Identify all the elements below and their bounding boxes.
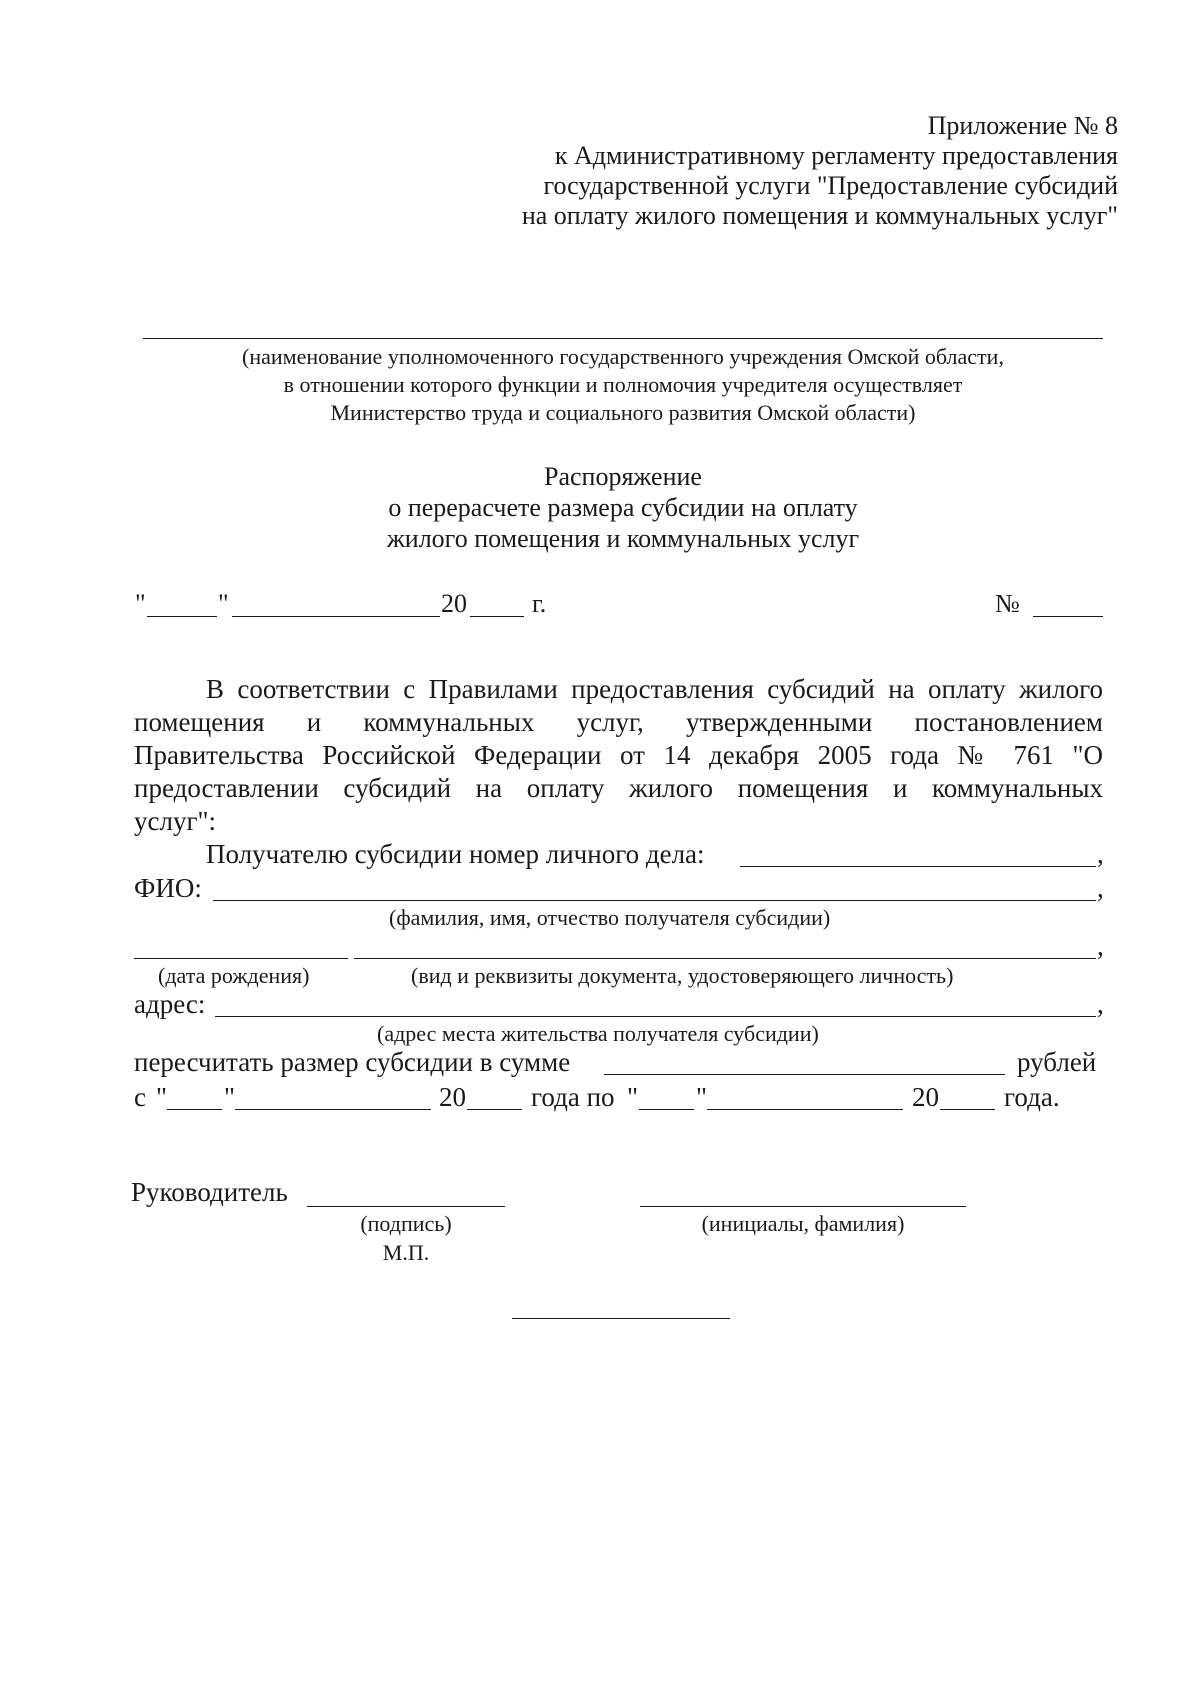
amount-unit: рублей bbox=[1017, 1047, 1097, 1077]
date-quote-open: " bbox=[135, 589, 146, 618]
birth-date-field[interactable] bbox=[134, 958, 348, 959]
birth-date-caption: (дата рождения) bbox=[158, 963, 310, 988]
date-month-field[interactable] bbox=[232, 616, 440, 617]
period-to-quote-close: " bbox=[696, 1082, 708, 1112]
initials-surname-caption: (инициалы, фамилия) bbox=[701, 1211, 905, 1236]
body-line-5: услуг": bbox=[134, 806, 217, 836]
period-to-quote-open: " bbox=[627, 1082, 639, 1112]
amount-label: пересчитать размер субсидии в сумме bbox=[134, 1047, 571, 1077]
period-to-month-field[interactable] bbox=[707, 1109, 903, 1110]
case-comma: , bbox=[1097, 839, 1104, 869]
document-subtitle-line-2: жилого помещения и коммунальных услуг bbox=[386, 524, 860, 553]
fio-caption: (фамилия, имя, отчество получателя субсидии) bbox=[389, 905, 831, 930]
stamp-placeholder: М.П. bbox=[382, 1240, 430, 1265]
body-line-4: предоставлении субсидий на оплату жилого помещения и коммунальных bbox=[134, 773, 1103, 803]
address-label: адрес: bbox=[134, 989, 206, 1019]
initials-surname-field[interactable] bbox=[640, 1206, 966, 1207]
address-comma: , bbox=[1097, 989, 1104, 1019]
header-line-2: к Административному регламенту предоставления bbox=[554, 141, 1118, 170]
period-from-month-field[interactable] bbox=[235, 1109, 431, 1110]
period-from-label: с bbox=[134, 1082, 146, 1112]
period-from-year-prefix: 20 bbox=[439, 1082, 466, 1112]
address-caption: (адрес места жительства получателя субсидии) bbox=[377, 1021, 819, 1046]
fio-field[interactable] bbox=[213, 900, 1096, 901]
org-caption-line-1: (наименование уполномоченного государственного учреждения Омской области, bbox=[242, 344, 1004, 369]
body-line-1: В соответствии с Правилами предоставления субсидий на оплату жилого bbox=[206, 674, 1103, 704]
date-year-prefix: 20 bbox=[441, 589, 467, 618]
org-caption-line-2: в отношении которого функции и полномочия учредителя осуществляет bbox=[283, 372, 963, 397]
period-end-label: года. bbox=[1004, 1082, 1060, 1112]
fio-label: ФИО: bbox=[134, 873, 202, 903]
case-number-field[interactable] bbox=[740, 866, 1096, 867]
period-from-day-field[interactable] bbox=[167, 1109, 222, 1110]
body-line-2: помещения и коммунальных услуг, утвержденными постановлением bbox=[134, 707, 1103, 737]
date-year-suffix: г. bbox=[532, 589, 547, 618]
address-field[interactable] bbox=[215, 1016, 1096, 1017]
appendix-number: Приложение № 8 bbox=[927, 111, 1118, 140]
date-day-field[interactable] bbox=[147, 616, 217, 617]
body-line-3: Правительства Российской Федерации от 14 декабря 2005 года № 761 "О bbox=[134, 740, 1103, 770]
date-quote-close: " bbox=[218, 589, 229, 618]
period-from-quote-open: " bbox=[156, 1082, 168, 1112]
header-line-4: на оплату жилого помещения и коммунальных услуг" bbox=[521, 201, 1118, 230]
closing-separator bbox=[512, 1318, 730, 1319]
identity-document-field[interactable] bbox=[354, 958, 1096, 959]
org-name-field[interactable] bbox=[143, 338, 1103, 339]
signature-caption: (подпись) bbox=[360, 1211, 452, 1236]
number-sign: № bbox=[995, 589, 1020, 618]
date-year-field[interactable] bbox=[470, 616, 524, 617]
period-to-year-prefix: 20 bbox=[912, 1082, 939, 1112]
document-subtitle-line-1: о перерасчете размера субсидии на оплату bbox=[388, 493, 858, 522]
period-to-label: года по bbox=[531, 1082, 615, 1112]
identity-document-caption: (вид и реквизиты документа, удостоверяющего личность) bbox=[411, 963, 954, 988]
amount-field[interactable] bbox=[604, 1074, 1005, 1075]
period-from-year-field[interactable] bbox=[467, 1109, 522, 1110]
document-title: Распоряжение bbox=[544, 462, 702, 491]
fio-comma: , bbox=[1097, 873, 1104, 903]
header-line-3: государственной услуги "Предоставление субсидий bbox=[543, 171, 1118, 200]
signature-field[interactable] bbox=[307, 1206, 505, 1207]
head-label: Руководитель bbox=[131, 1177, 288, 1207]
period-to-day-field[interactable] bbox=[639, 1109, 694, 1110]
org-caption-line-3: Министерство труда и социального развития Омской области) bbox=[330, 400, 916, 425]
document-number-field[interactable] bbox=[1033, 616, 1103, 617]
document-comma: , bbox=[1097, 931, 1104, 961]
case-number-label: Получателю субсидии номер личного дела: bbox=[206, 839, 705, 869]
period-from-quote-close: " bbox=[224, 1082, 236, 1112]
period-to-year-field[interactable] bbox=[940, 1109, 995, 1110]
